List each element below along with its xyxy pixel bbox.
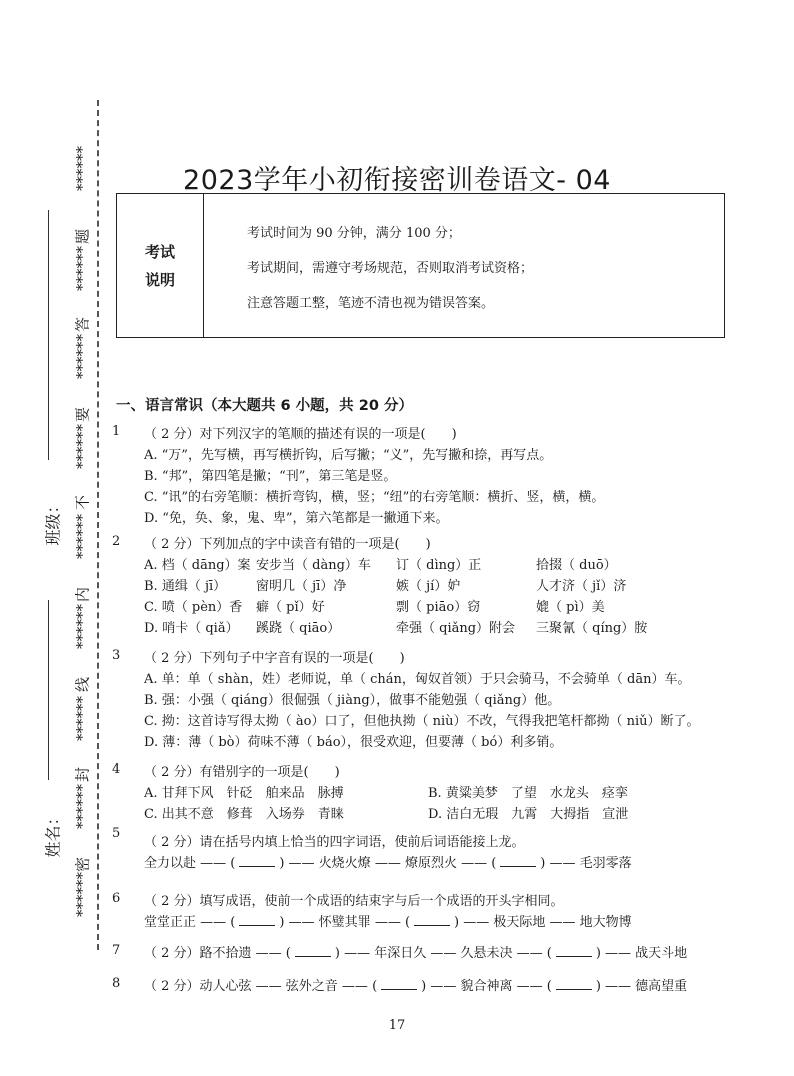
chain-text: ) —— 年深日久 —— 久悬未决 —— (	[334, 946, 552, 961]
seal-text: ******	[73, 424, 91, 469]
option-row	[144, 804, 734, 825]
option-cell: 拾掇（ duō）	[536, 558, 617, 573]
option-cell: C. 喷（ pèn）香	[144, 600, 243, 615]
option-b: B. “邦”，第四笔是撇；“刊”，第三笔是竖。	[144, 469, 397, 484]
seal-text: 不	[73, 495, 92, 511]
question-stem: （ 2 分）请在括号内填上恰当的四字词语，使前后词语能接上龙。	[144, 835, 525, 850]
question-number: 8	[112, 976, 121, 991]
seal-text: ******	[73, 146, 91, 191]
option-d: D. “免，奂、象，鬼、卑”，第六笔都是一撇通下来。	[144, 511, 449, 526]
section-heading: 一、语言常识（本大题共 6 小题，共 20 分）	[116, 398, 413, 414]
answer-blank[interactable]	[381, 977, 417, 990]
option-cell: B. 通缉（ jī）	[144, 579, 227, 594]
option-cell: 嫉（ jí）妒	[396, 579, 461, 594]
answer-blank[interactable]	[239, 913, 275, 926]
info-rule: 考试期间，需遵守考场规范，否则取消考试资格；	[247, 261, 534, 276]
chain-text: ) —— 德高望重	[595, 979, 688, 994]
chain-text: 堂堂正正 —— (	[144, 915, 236, 930]
question-stem: （ 2 分）对下列汉字的笔顺的描述有误的一项是( )	[144, 427, 457, 442]
question-number: 6	[112, 891, 121, 906]
name-underline	[48, 600, 49, 780]
idiom-chain	[144, 943, 734, 964]
question-stem: （ 2 分）有错别字的一项是( )	[144, 765, 340, 780]
option-cell: 癖（ pǐ）好	[256, 600, 325, 615]
chain-text: （ 2 分）路不拾遗 —— (	[144, 946, 291, 961]
option-cell: D. 哨卡（ qiǎ）	[144, 621, 239, 636]
option-row	[144, 783, 734, 804]
answer-blank[interactable]	[556, 977, 592, 990]
question-stem: （ 2 分）下列句子中字音有误的一项是( )	[144, 651, 405, 666]
option-a: A. 甘拜下风 针砭 舶来品 脉搏	[144, 786, 344, 801]
class-underline	[48, 210, 49, 460]
seal-warning-strip	[70, 146, 94, 917]
info-label	[117, 194, 204, 337]
seal-text: ******	[73, 514, 91, 559]
binding-dashed-line	[97, 100, 99, 950]
option-cell: 媲（ pì）美	[536, 600, 605, 615]
option-cell: 剽（ piāo）窃	[396, 600, 481, 615]
answer-blank[interactable]	[414, 913, 450, 926]
chain-text: 全力以赴 —— (	[144, 856, 236, 871]
answer-blank[interactable]	[239, 854, 275, 867]
option-row-a	[144, 555, 734, 576]
seal-text: 内	[73, 587, 92, 603]
seal-text: ******	[73, 604, 91, 649]
info-label-line: 说明	[144, 270, 175, 289]
seal-text: ******	[73, 872, 91, 917]
option-cell: A. 档（ dāng）案	[144, 558, 251, 573]
seal-text: 题	[73, 229, 92, 245]
idiom-chain	[144, 976, 734, 997]
answer-blank[interactable]	[500, 854, 536, 867]
option-row-c	[144, 597, 734, 618]
option-c: C. “讯”的右旁笔顺：横折弯钩，横，竖；“纽”的右旁笔顺：横折、竖，横，横。	[144, 490, 605, 505]
option-d: D. 洁白无瑕 九霄 大拇指 宣泄	[428, 807, 629, 822]
chain-text: ) —— 怀璧其罪 —— (	[279, 915, 411, 930]
option-cell: 牵强（ qiǎng）附会	[396, 621, 516, 636]
info-label-line: 考试	[144, 242, 175, 261]
option-cell: 蹊跷（ qiāo）	[256, 621, 341, 636]
question-number: 4	[112, 762, 121, 777]
page-title: 2023学年小初衔接密训卷语文- 04	[183, 165, 611, 196]
exam-info-box	[116, 193, 725, 338]
chain-text: ) —— 极天际地 —— 地大物博	[454, 915, 632, 930]
option-cell: 窗明几（ jī）净	[256, 579, 347, 594]
class-label: 班级：	[43, 497, 63, 546]
question-number: 2	[112, 534, 121, 549]
question-stem: （ 2 分）填写成语，使前一个成语的结束字与后一个成语的开头字相同。	[144, 894, 564, 909]
seal-text: 封	[73, 767, 92, 783]
option-row-d	[144, 618, 734, 639]
question-number: 7	[112, 943, 121, 958]
answer-blank[interactable]	[295, 944, 331, 957]
seal-text: ******	[73, 246, 91, 291]
option-row-b	[144, 576, 734, 597]
seal-text: 密	[73, 857, 92, 873]
chain-text: ) —— 火烧火燎 —— 燎原烈火 —— (	[279, 856, 497, 871]
idiom-chain	[144, 912, 734, 933]
question-stem: （ 2 分）下列加点的字中读音有错的一项是( )	[144, 537, 431, 552]
info-rule: 考试时间为 90 分钟，满分 100 分；	[247, 226, 461, 241]
option-cell: 安步当（ dàng）车	[256, 558, 371, 573]
option-cell: 人才济（ jǐ）济	[536, 579, 627, 594]
option-c: C. 拗：这首诗写得太拗（ ào）口了，但他执拗（ niù）不改，气得我把笔杆都拗（ niǔ）断了。	[144, 714, 700, 729]
option-cell: 订（ dìng）正	[396, 558, 482, 573]
name-label: 姓名：	[43, 809, 63, 858]
chain-text: ) —— 毛羽零落	[540, 856, 632, 871]
option-b: B. 强：小强（ qiáng）很倔强（ jiàng），做事不能勉强（ qiǎng）他。	[144, 693, 561, 708]
chain-text: ) —— 战天斗地	[595, 946, 688, 961]
idiom-chain	[144, 853, 734, 874]
chain-text: （ 2 分）动人心弦 —— 弦外之音 —— (	[144, 979, 378, 994]
chain-text: ) —— 貌合神离 —— (	[421, 979, 552, 994]
question-number: 3	[112, 648, 121, 663]
info-rules	[247, 216, 533, 321]
seal-text: 要	[73, 407, 92, 423]
question-number: 5	[112, 826, 121, 841]
seal-text: 线	[73, 677, 92, 693]
page-number: 17	[388, 1018, 406, 1033]
seal-text: ******	[73, 784, 91, 829]
option-b: B. 黄粱美梦 了望 水龙头 痉挛	[428, 786, 628, 801]
option-cell: 三聚氰（ qíng）胺	[536, 621, 648, 636]
seal-text: ******	[73, 696, 91, 741]
seal-text: ******	[73, 334, 91, 379]
option-d: D. 薄：薄（ bò）荷味不薄（ báo），很受欢迎，但要薄（ bó）利多销。	[144, 735, 563, 750]
option-c: C. 出其不意 修葺 入场券 青睐	[144, 807, 344, 822]
info-rule: 注意答题工整，笔迹不清也视为错误答案。	[247, 296, 495, 311]
seal-text: 答	[73, 317, 92, 333]
option-a: A. 单：单（ shàn，姓）老师说，单（ chán，匈奴首领）于只会骑马，不会骑单（ dān）车。	[144, 672, 691, 687]
question-number: 1	[112, 424, 121, 439]
option-a: A. “万”，先写横，再写横折钩，后写撇；“义”，先写撇和捺，再写点。	[144, 448, 553, 463]
answer-blank[interactable]	[556, 944, 592, 957]
